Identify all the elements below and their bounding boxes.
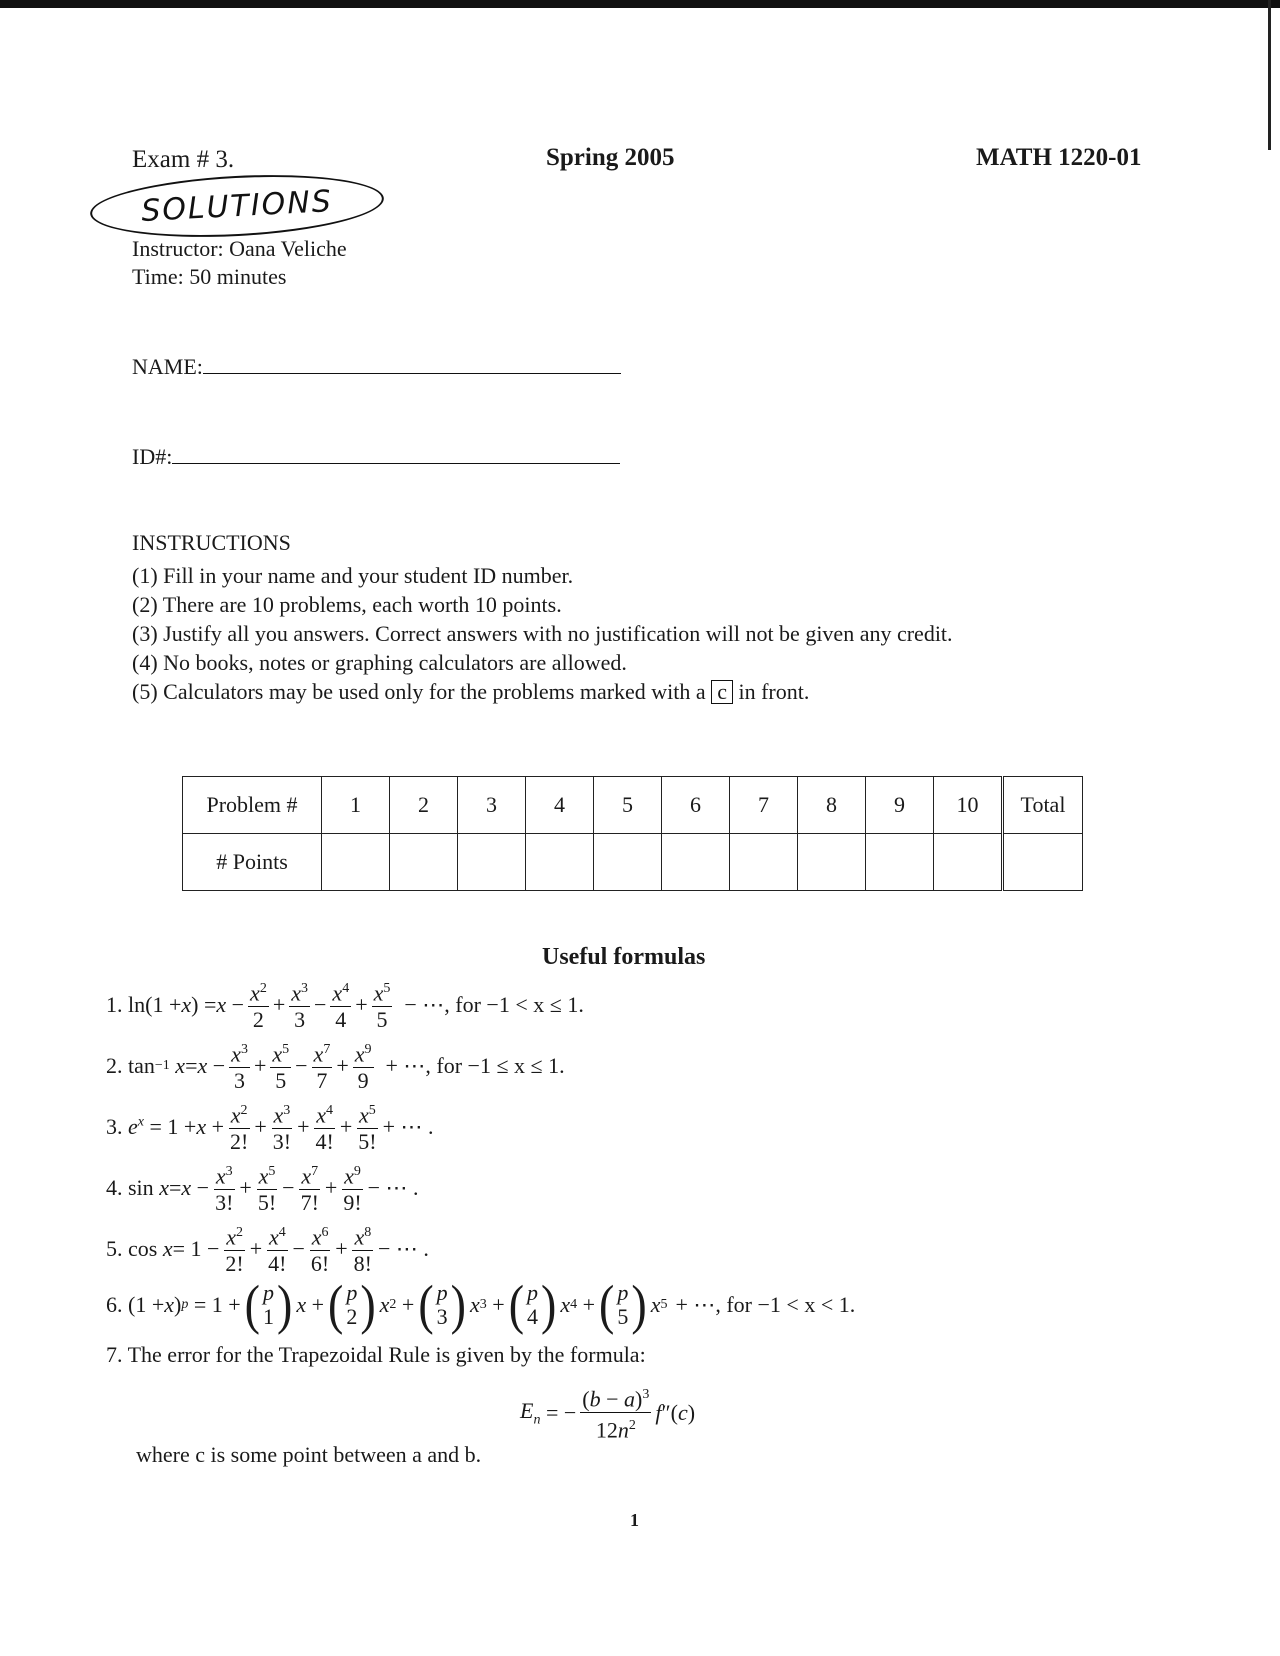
name-underline (203, 355, 621, 374)
points-cell[interactable] (526, 834, 594, 891)
problem-number: 3 (458, 777, 526, 834)
instruction-item-5-text: (5) Calculators may be used only for the problems marked with a (132, 679, 706, 704)
total-label: Total (1003, 777, 1083, 834)
problem-number: 9 (866, 777, 934, 834)
instruction-item: (4) No books, notes or graphing calculators are allowed. (132, 650, 627, 675)
exam-number: Exam # 3. (132, 146, 235, 173)
instruction-item: (1) Fill in your name and your student ID number. (132, 563, 574, 588)
problem-number: 8 (798, 777, 866, 834)
points-cell[interactable] (390, 834, 458, 891)
calculator-box-marker: c (711, 680, 733, 704)
solutions-stamp: SOLUTIONS (89, 168, 386, 243)
id-field[interactable] (132, 444, 620, 470)
scan-right-edge (1268, 0, 1271, 150)
problem-number: 10 (934, 777, 1003, 834)
formulas-title: Useful formulas (542, 944, 706, 970)
formula-ln: 1. ln(1 + x ) = x − $\frac{x^2}{2}$ + $\frac{x^3}{3}$ − $\frac{x^4}{4}$ + $\frac{x^5}{5}$ − ⋯, for −1 < x ≤ 1. (106, 976, 584, 1033)
formula-cos: 5. cos x = 1 − $\frac{x^2}{2!}$ + $\frac{x^4}{4!}$ − $\frac{x^6}{6!}$ + $\frac{x^8}{8!}$ − ⋯ . (106, 1220, 429, 1277)
points-row (183, 834, 1083, 891)
points-cell[interactable] (322, 834, 390, 891)
page-number: 1 (630, 1510, 639, 1530)
points-cell[interactable] (662, 834, 730, 891)
problem-number: 7 (730, 777, 798, 834)
points-cell[interactable] (458, 834, 526, 891)
formula-binomial: 6. (1 + x ) p = 1 + ( p 1 ) x + ( p 2 ) x 2 + ( p 3 ) x 3 + ( p 4 ) x 4 + ( p 5 ) x 5 + ⋯, for −1 < x < 1. (106, 1273, 856, 1335)
exam-time: Time: 50 minutes (132, 264, 287, 289)
score-table (182, 776, 1083, 891)
formula-arctan-domain: + ⋯, for −1 ≤ x ≤ 1. (385, 1052, 565, 1078)
formula-sin: 4. sin x = x − $\frac{x^3}{3!}$ + $\frac{x^5}{5!}$ − $\frac{x^7}{7!}$ + $\frac{x^9}{9!}$ − ⋯ . (106, 1159, 419, 1216)
instructor: Instructor: Oana Veliche (132, 236, 347, 261)
points-cell[interactable] (798, 834, 866, 891)
problem-number: 1 (322, 777, 390, 834)
formula-binomial-domain: + ⋯, for −1 < x < 1. (675, 1292, 856, 1317)
points-cell[interactable] (866, 834, 934, 891)
problem-number: 6 (662, 777, 730, 834)
instruction-item-5-tail: in front. (738, 679, 810, 704)
formula-arctan: 2. tan −1 x = x − $\frac{x^3}{3}$ + $\frac{x^5}{5}$ − $\frac{x^7}{7}$ + $\frac{x^9}{9}$ + ⋯, for −1 ≤ x ≤ 1. (106, 1037, 565, 1094)
problem-number: 2 (390, 777, 458, 834)
points-cell[interactable] (934, 834, 1003, 891)
formula-trapezoid-error: $E_n$ = − $\frac{(b - a)^3}{12n^2}$ f ″( c ) (520, 1382, 695, 1444)
instruction-item: (3) Justify all you answers. Correct answers with no justification will not be given any credit. (132, 621, 953, 646)
formula-exp: 3. $e^x$ = 1 + x + $\frac{x^2}{2!}$ + $\frac{x^3}{3!}$ + $\frac{x^4}{4!}$ + $\frac{x^5}{5!}$ + ⋯ . (106, 1098, 434, 1155)
semester: Spring 2005 (546, 144, 675, 171)
id-label: ID#: (132, 444, 173, 469)
instructions-title: INSTRUCTIONS (132, 530, 291, 555)
course-code: MATH 1220-01 (976, 144, 1142, 171)
problem-number: 5 (594, 777, 662, 834)
problem-number: 4 (526, 777, 594, 834)
instruction-item (132, 679, 809, 705)
name-field[interactable] (132, 354, 621, 380)
scan-top-edge (0, 0, 1280, 8)
name-label: NAME: (132, 354, 203, 379)
points-label: # Points (183, 834, 322, 891)
problem-row (183, 777, 1083, 834)
formula-trapezoid-note: where c is some point between a and b. (136, 1442, 482, 1467)
points-cell[interactable] (730, 834, 798, 891)
points-cell[interactable] (594, 834, 662, 891)
total-points-cell[interactable] (1003, 834, 1083, 891)
formula-trapezoid-intro: 7. The error for the Trapezoidal Rule is given by the formula: (106, 1342, 646, 1367)
problem-label: Problem # (183, 777, 322, 834)
formula-ln-domain: − ⋯, for −1 < x ≤ 1. (404, 991, 584, 1017)
id-underline (172, 445, 620, 464)
instruction-item: (2) There are 10 problems, each worth 10 points. (132, 592, 562, 617)
